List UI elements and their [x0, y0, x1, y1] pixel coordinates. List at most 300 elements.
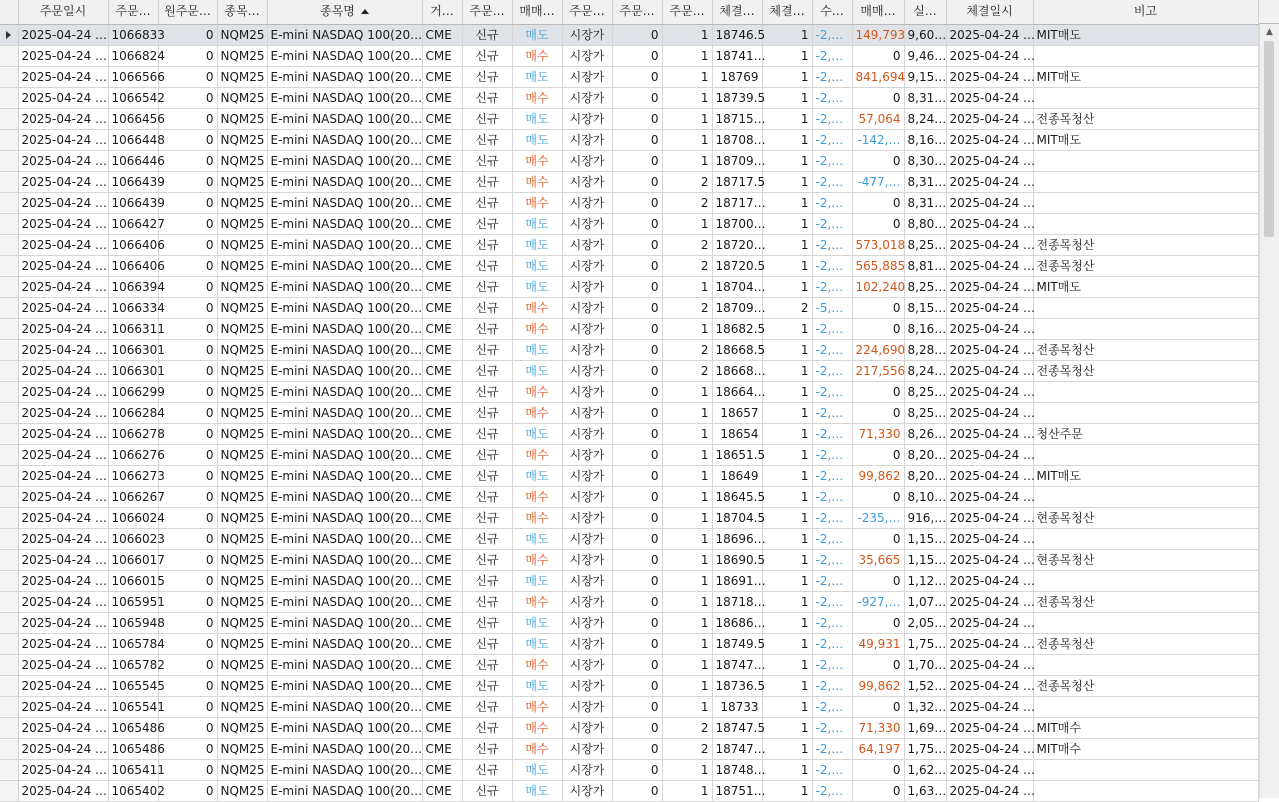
cell-order-type[interactable]: 신규	[462, 213, 512, 234]
cell-fill-price[interactable]: 18700…	[712, 213, 762, 234]
cell-fill-qty[interactable]: 1	[762, 465, 812, 486]
cell-note[interactable]: MIT매도	[1033, 66, 1258, 87]
cell-order-kind[interactable]: 시장가	[562, 591, 612, 612]
cell-symbol-code[interactable]: NQM25	[217, 255, 267, 276]
cell-order-qty-a[interactable]: 0	[612, 234, 662, 255]
cell-order-datetime[interactable]: 2025-04-24 …	[18, 276, 108, 297]
cell-order-qty-b[interactable]: 1	[662, 654, 712, 675]
cell-fill-datetime[interactable]: 2025-04-24 …	[946, 360, 1033, 381]
cell-order-no[interactable]: 1066299	[108, 381, 158, 402]
cell-trade-pl[interactable]: 0	[852, 780, 904, 801]
cell-order-qty-b[interactable]: 1	[662, 66, 712, 87]
cell-fill-datetime[interactable]: 2025-04-24 …	[946, 276, 1033, 297]
cell-order-qty-a[interactable]: 0	[612, 738, 662, 759]
cell-order-kind[interactable]: 시장가	[562, 633, 612, 654]
cell-fee[interactable]: -2,…	[812, 759, 852, 780]
cell-exchange[interactable]: CME	[422, 87, 462, 108]
cell-orig-order-no[interactable]: 0	[158, 612, 217, 633]
cell-note[interactable]: 전종목청산	[1033, 108, 1258, 129]
table-row[interactable]	[0, 444, 1258, 465]
cell-order-qty-b[interactable]: 2	[662, 738, 712, 759]
table-row[interactable]	[0, 213, 1258, 234]
col-header-fill-qty[interactable]	[762, 0, 812, 24]
cell-fill-datetime[interactable]: 2025-04-24 …	[946, 486, 1033, 507]
row-indicator[interactable]	[0, 108, 18, 129]
cell-fill-qty[interactable]: 1	[762, 444, 812, 465]
cell-realized[interactable]: 1,75…	[904, 738, 946, 759]
cell-order-no[interactable]: 1066017	[108, 549, 158, 570]
cell-symbol-name[interactable]: E-mini NASDAQ 100(20…	[267, 192, 422, 213]
table-row[interactable]	[0, 381, 1258, 402]
cell-order-no[interactable]: 1066311	[108, 318, 158, 339]
cell-fill-qty[interactable]: 1	[762, 339, 812, 360]
cell-symbol-code[interactable]: NQM25	[217, 570, 267, 591]
table-row[interactable]	[0, 633, 1258, 654]
table-row[interactable]	[0, 192, 1258, 213]
cell-order-type[interactable]: 신규	[462, 570, 512, 591]
cell-fee[interactable]: -2,…	[812, 381, 852, 402]
cell-fee[interactable]: -2,…	[812, 528, 852, 549]
cell-order-datetime[interactable]: 2025-04-24 …	[18, 255, 108, 276]
cell-order-kind[interactable]: 시장가	[562, 381, 612, 402]
cell-order-datetime[interactable]: 2025-04-24 …	[18, 528, 108, 549]
cell-realized[interactable]: 8,10…	[904, 486, 946, 507]
cell-note[interactable]: 전종목청산	[1033, 360, 1258, 381]
cell-realized[interactable]: 1,62…	[904, 759, 946, 780]
cell-trade-pl[interactable]: 71,330	[852, 423, 904, 444]
cell-order-datetime[interactable]: 2025-04-24 …	[18, 423, 108, 444]
table-row[interactable]	[0, 339, 1258, 360]
cell-trade-side[interactable]: 매수	[512, 444, 562, 465]
cell-note[interactable]: 전종목청산	[1033, 675, 1258, 696]
cell-fill-datetime[interactable]: 2025-04-24 …	[946, 570, 1033, 591]
cell-symbol-name[interactable]: E-mini NASDAQ 100(20…	[267, 696, 422, 717]
cell-order-qty-a[interactable]: 0	[612, 675, 662, 696]
cell-fill-price[interactable]: 18720.5	[712, 255, 762, 276]
cell-fill-qty[interactable]: 1	[762, 360, 812, 381]
cell-orig-order-no[interactable]: 0	[158, 171, 217, 192]
cell-fill-price[interactable]: 18747.5	[712, 717, 762, 738]
table-row[interactable]	[0, 549, 1258, 570]
cell-exchange[interactable]: CME	[422, 444, 462, 465]
cell-fill-qty[interactable]: 1	[762, 717, 812, 738]
table-row[interactable]	[0, 507, 1258, 528]
cell-order-qty-a[interactable]: 0	[612, 66, 662, 87]
cell-order-no[interactable]: 1066278	[108, 423, 158, 444]
cell-note[interactable]: MIT매도	[1033, 465, 1258, 486]
cell-order-qty-a[interactable]: 0	[612, 633, 662, 654]
col-header-order-qty-b[interactable]	[662, 0, 712, 24]
cell-trade-side[interactable]: 매도	[512, 276, 562, 297]
cell-fee[interactable]: -2,…	[812, 717, 852, 738]
col-header-note[interactable]	[1033, 0, 1258, 24]
cell-trade-side[interactable]: 매수	[512, 318, 562, 339]
cell-fill-datetime[interactable]: 2025-04-24 …	[946, 528, 1033, 549]
cell-trade-side[interactable]: 매도	[512, 66, 562, 87]
cell-trade-side[interactable]: 매수	[512, 171, 562, 192]
table-row[interactable]	[0, 675, 1258, 696]
cell-order-type[interactable]: 신규	[462, 549, 512, 570]
cell-order-kind[interactable]: 시장가	[562, 402, 612, 423]
cell-fee[interactable]: -2,…	[812, 171, 852, 192]
col-header-fill-datetime[interactable]	[946, 0, 1033, 24]
cell-order-qty-a[interactable]: 0	[612, 171, 662, 192]
cell-realized[interactable]: 1,07…	[904, 591, 946, 612]
cell-realized[interactable]: 8,31…	[904, 171, 946, 192]
row-indicator[interactable]	[0, 66, 18, 87]
cell-fill-price[interactable]: 18769	[712, 66, 762, 87]
cell-order-type[interactable]: 신규	[462, 402, 512, 423]
cell-symbol-name[interactable]: E-mini NASDAQ 100(20…	[267, 444, 422, 465]
cell-orig-order-no[interactable]: 0	[158, 297, 217, 318]
cell-order-qty-b[interactable]: 2	[662, 339, 712, 360]
cell-fill-price[interactable]: 18741…	[712, 45, 762, 66]
cell-order-qty-b[interactable]: 1	[662, 276, 712, 297]
cell-fee[interactable]: -2,…	[812, 570, 852, 591]
cell-trade-pl[interactable]: 0	[852, 318, 904, 339]
cell-fill-price[interactable]: 18657	[712, 402, 762, 423]
row-indicator[interactable]	[0, 591, 18, 612]
table-row[interactable]	[0, 591, 1258, 612]
cell-order-datetime[interactable]: 2025-04-24 …	[18, 654, 108, 675]
cell-symbol-name[interactable]: E-mini NASDAQ 100(20…	[267, 549, 422, 570]
cell-order-datetime[interactable]: 2025-04-24 …	[18, 24, 108, 45]
cell-note[interactable]	[1033, 192, 1258, 213]
cell-note[interactable]	[1033, 444, 1258, 465]
cell-fill-qty[interactable]: 1	[762, 213, 812, 234]
cell-symbol-code[interactable]: NQM25	[217, 213, 267, 234]
cell-orig-order-no[interactable]: 0	[158, 549, 217, 570]
cell-fill-price[interactable]: 18718…	[712, 591, 762, 612]
row-indicator[interactable]	[0, 465, 18, 486]
cell-fill-qty[interactable]: 1	[762, 759, 812, 780]
cell-orig-order-no[interactable]: 0	[158, 255, 217, 276]
cell-trade-pl[interactable]: 0	[852, 444, 904, 465]
cell-order-kind[interactable]: 시장가	[562, 738, 612, 759]
cell-fill-qty[interactable]: 1	[762, 255, 812, 276]
cell-fill-datetime[interactable]: 2025-04-24 …	[946, 129, 1033, 150]
cell-order-type[interactable]: 신규	[462, 318, 512, 339]
cell-trade-pl[interactable]: 149,793	[852, 24, 904, 45]
cell-order-type[interactable]: 신규	[462, 360, 512, 381]
cell-symbol-name[interactable]: E-mini NASDAQ 100(20…	[267, 759, 422, 780]
cell-order-no[interactable]: 1066394	[108, 276, 158, 297]
cell-fee[interactable]: -2,…	[812, 150, 852, 171]
cell-order-kind[interactable]: 시장가	[562, 108, 612, 129]
cell-order-qty-a[interactable]: 0	[612, 528, 662, 549]
cell-fee[interactable]: -2,…	[812, 696, 852, 717]
cell-realized[interactable]: 8,25…	[904, 276, 946, 297]
cell-realized[interactable]: 1,52…	[904, 675, 946, 696]
table-row[interactable]	[0, 717, 1258, 738]
cell-fill-price[interactable]: 18709…	[712, 150, 762, 171]
cell-order-qty-b[interactable]: 1	[662, 507, 712, 528]
cell-fill-datetime[interactable]: 2025-04-24 …	[946, 738, 1033, 759]
cell-order-no[interactable]: 1066015	[108, 570, 158, 591]
cell-trade-side[interactable]: 매도	[512, 759, 562, 780]
cell-order-qty-b[interactable]: 2	[662, 171, 712, 192]
cell-order-qty-b[interactable]: 1	[662, 87, 712, 108]
cell-symbol-code[interactable]: NQM25	[217, 738, 267, 759]
cell-fill-qty[interactable]: 1	[762, 24, 812, 45]
cell-fill-qty[interactable]: 1	[762, 486, 812, 507]
cell-order-qty-b[interactable]: 1	[662, 45, 712, 66]
col-header-realized[interactable]	[904, 0, 946, 24]
cell-trade-pl[interactable]: 64,197	[852, 738, 904, 759]
cell-order-no[interactable]: 1066833	[108, 24, 158, 45]
cell-order-datetime[interactable]: 2025-04-24 …	[18, 696, 108, 717]
cell-order-no[interactable]: 1065784	[108, 633, 158, 654]
cell-symbol-code[interactable]: NQM25	[217, 339, 267, 360]
row-indicator[interactable]	[0, 192, 18, 213]
cell-fill-datetime[interactable]: 2025-04-24 …	[946, 507, 1033, 528]
cell-order-qty-b[interactable]: 1	[662, 528, 712, 549]
cell-order-no[interactable]: 1066024	[108, 507, 158, 528]
cell-note[interactable]: 전종목청산	[1033, 255, 1258, 276]
cell-orig-order-no[interactable]: 0	[158, 654, 217, 675]
cell-exchange[interactable]: CME	[422, 45, 462, 66]
cell-fill-qty[interactable]: 1	[762, 570, 812, 591]
cell-order-qty-a[interactable]: 0	[612, 423, 662, 444]
cell-exchange[interactable]: CME	[422, 654, 462, 675]
cell-trade-side[interactable]: 매수	[512, 738, 562, 759]
cell-orig-order-no[interactable]: 0	[158, 444, 217, 465]
col-header-order-qty-a[interactable]	[612, 0, 662, 24]
table-row[interactable]	[0, 465, 1258, 486]
cell-order-datetime[interactable]: 2025-04-24 …	[18, 570, 108, 591]
cell-fill-price[interactable]: 18682.5	[712, 318, 762, 339]
table-row[interactable]	[0, 780, 1258, 801]
cell-fill-qty[interactable]: 1	[762, 150, 812, 171]
col-header-symbol-name[interactable]	[267, 0, 422, 24]
cell-exchange[interactable]: CME	[422, 402, 462, 423]
cell-trade-pl[interactable]: 573,018	[852, 234, 904, 255]
cell-order-type[interactable]: 신규	[462, 87, 512, 108]
cell-fill-price[interactable]: 18751…	[712, 780, 762, 801]
cell-symbol-name[interactable]: E-mini NASDAQ 100(20…	[267, 780, 422, 801]
cell-order-no[interactable]: 1065486	[108, 738, 158, 759]
cell-symbol-code[interactable]: NQM25	[217, 507, 267, 528]
row-indicator[interactable]	[0, 549, 18, 570]
cell-fee[interactable]: -2,…	[812, 192, 852, 213]
cell-order-datetime[interactable]: 2025-04-24 …	[18, 738, 108, 759]
cell-note[interactable]	[1033, 45, 1258, 66]
cell-symbol-code[interactable]: NQM25	[217, 318, 267, 339]
cell-order-type[interactable]: 신규	[462, 486, 512, 507]
col-header-order-type[interactable]	[462, 0, 512, 24]
table-row[interactable]	[0, 402, 1258, 423]
cell-realized[interactable]: 9,15…	[904, 66, 946, 87]
col-header-fee[interactable]	[812, 0, 852, 24]
col-header-order-datetime[interactable]	[18, 0, 108, 24]
cell-fee[interactable]: -2,…	[812, 213, 852, 234]
cell-symbol-name[interactable]: E-mini NASDAQ 100(20…	[267, 633, 422, 654]
cell-trade-pl[interactable]: -142,…	[852, 129, 904, 150]
cell-order-kind[interactable]: 시장가	[562, 276, 612, 297]
cell-fee[interactable]: -2,…	[812, 591, 852, 612]
cell-fee[interactable]: -2,…	[812, 465, 852, 486]
cell-orig-order-no[interactable]: 0	[158, 780, 217, 801]
row-indicator[interactable]	[0, 507, 18, 528]
cell-fill-datetime[interactable]: 2025-04-24 …	[946, 66, 1033, 87]
cell-fee[interactable]: -2,…	[812, 423, 852, 444]
cell-trade-side[interactable]: 매수	[512, 507, 562, 528]
cell-trade-pl[interactable]: 0	[852, 192, 904, 213]
row-indicator[interactable]	[0, 570, 18, 591]
cell-fill-price[interactable]: 18668…	[712, 360, 762, 381]
cell-fill-datetime[interactable]: 2025-04-24 …	[946, 675, 1033, 696]
cell-orig-order-no[interactable]: 0	[158, 570, 217, 591]
cell-exchange[interactable]: CME	[422, 381, 462, 402]
row-indicator[interactable]	[0, 276, 18, 297]
cell-order-no[interactable]: 1066427	[108, 213, 158, 234]
cell-realized[interactable]: 8,16…	[904, 318, 946, 339]
cell-note[interactable]	[1033, 150, 1258, 171]
cell-trade-side[interactable]: 매수	[512, 654, 562, 675]
cell-fee[interactable]: -5,…	[812, 297, 852, 318]
cell-exchange[interactable]: CME	[422, 360, 462, 381]
cell-order-type[interactable]: 신규	[462, 339, 512, 360]
cell-note[interactable]: 청산주문	[1033, 423, 1258, 444]
table-row[interactable]	[0, 45, 1258, 66]
cell-fee[interactable]: -2,…	[812, 108, 852, 129]
cell-symbol-code[interactable]: NQM25	[217, 591, 267, 612]
cell-fill-datetime[interactable]: 2025-04-24 …	[946, 150, 1033, 171]
cell-order-no[interactable]: 1066273	[108, 465, 158, 486]
cell-fill-price[interactable]: 18739.5	[712, 87, 762, 108]
cell-symbol-name[interactable]: E-mini NASDAQ 100(20…	[267, 591, 422, 612]
cell-fill-price[interactable]: 18747…	[712, 738, 762, 759]
cell-trade-pl[interactable]: -927,…	[852, 591, 904, 612]
cell-trade-pl[interactable]: 0	[852, 297, 904, 318]
cell-order-type[interactable]: 신규	[462, 192, 512, 213]
row-indicator[interactable]	[0, 234, 18, 255]
cell-orig-order-no[interactable]: 0	[158, 507, 217, 528]
col-header-fill-price[interactable]	[712, 0, 762, 24]
cell-fill-qty[interactable]: 1	[762, 423, 812, 444]
cell-order-qty-a[interactable]: 0	[612, 717, 662, 738]
cell-fill-qty[interactable]: 1	[762, 87, 812, 108]
cell-fee[interactable]: -2,…	[812, 318, 852, 339]
cell-order-qty-b[interactable]: 1	[662, 381, 712, 402]
cell-order-datetime[interactable]: 2025-04-24 …	[18, 549, 108, 570]
cell-order-datetime[interactable]: 2025-04-24 …	[18, 444, 108, 465]
cell-trade-side[interactable]: 매수	[512, 381, 562, 402]
cell-order-type[interactable]: 신규	[462, 780, 512, 801]
table-row[interactable]	[0, 318, 1258, 339]
scroll-up-icon[interactable]: ▲	[1266, 27, 1273, 37]
cell-order-no[interactable]: 1066446	[108, 150, 158, 171]
cell-order-datetime[interactable]: 2025-04-24 …	[18, 192, 108, 213]
cell-exchange[interactable]: CME	[422, 738, 462, 759]
cell-fill-qty[interactable]: 1	[762, 66, 812, 87]
cell-order-type[interactable]: 신규	[462, 24, 512, 45]
cell-fee[interactable]: -2,…	[812, 444, 852, 465]
cell-trade-pl[interactable]: 0	[852, 570, 904, 591]
cell-symbol-code[interactable]: NQM25	[217, 381, 267, 402]
cell-symbol-name[interactable]: E-mini NASDAQ 100(20…	[267, 234, 422, 255]
cell-symbol-code[interactable]: NQM25	[217, 549, 267, 570]
cell-realized[interactable]: 8,25…	[904, 402, 946, 423]
cell-order-qty-a[interactable]: 0	[612, 549, 662, 570]
cell-order-no[interactable]: 1066542	[108, 87, 158, 108]
cell-order-no[interactable]: 1065782	[108, 654, 158, 675]
cell-fill-price[interactable]: 18651.5	[712, 444, 762, 465]
cell-order-datetime[interactable]: 2025-04-24 …	[18, 402, 108, 423]
cell-symbol-name[interactable]: E-mini NASDAQ 100(20…	[267, 150, 422, 171]
cell-order-kind[interactable]: 시장가	[562, 423, 612, 444]
cell-fill-datetime[interactable]: 2025-04-24 …	[946, 213, 1033, 234]
cell-order-kind[interactable]: 시장가	[562, 45, 612, 66]
table-row[interactable]	[0, 276, 1258, 297]
cell-trade-pl[interactable]: 0	[852, 150, 904, 171]
cell-orig-order-no[interactable]: 0	[158, 633, 217, 654]
row-indicator[interactable]	[0, 129, 18, 150]
table-row[interactable]	[0, 87, 1258, 108]
cell-realized[interactable]: 8,16…	[904, 129, 946, 150]
col-header-order-kind[interactable]	[562, 0, 612, 24]
cell-order-qty-b[interactable]: 2	[662, 717, 712, 738]
row-indicator[interactable]	[0, 339, 18, 360]
cell-trade-side[interactable]: 매도	[512, 24, 562, 45]
cell-fill-datetime[interactable]: 2025-04-24 …	[946, 318, 1033, 339]
cell-order-kind[interactable]: 시장가	[562, 129, 612, 150]
cell-order-no[interactable]: 1066439	[108, 171, 158, 192]
cell-fill-datetime[interactable]: 2025-04-24 …	[946, 696, 1033, 717]
cell-fill-price[interactable]: 18747…	[712, 654, 762, 675]
cell-symbol-name[interactable]: E-mini NASDAQ 100(20…	[267, 87, 422, 108]
cell-fill-qty[interactable]: 1	[762, 549, 812, 570]
table-row[interactable]	[0, 759, 1258, 780]
sort-ascending-icon[interactable]	[361, 9, 369, 14]
cell-trade-side[interactable]: 매수	[512, 549, 562, 570]
cell-fill-qty[interactable]: 1	[762, 45, 812, 66]
cell-order-kind[interactable]: 시장가	[562, 360, 612, 381]
scroll-thumb[interactable]	[1264, 41, 1274, 237]
cell-fill-qty[interactable]: 1	[762, 591, 812, 612]
cell-orig-order-no[interactable]: 0	[158, 591, 217, 612]
cell-symbol-code[interactable]: NQM25	[217, 171, 267, 192]
cell-order-qty-b[interactable]: 1	[662, 24, 712, 45]
cell-order-type[interactable]: 신규	[462, 297, 512, 318]
cell-orig-order-no[interactable]: 0	[158, 486, 217, 507]
cell-fill-datetime[interactable]: 2025-04-24 …	[946, 402, 1033, 423]
cell-order-type[interactable]: 신규	[462, 234, 512, 255]
cell-fill-datetime[interactable]: 2025-04-24 …	[946, 192, 1033, 213]
cell-order-datetime[interactable]: 2025-04-24 …	[18, 171, 108, 192]
cell-exchange[interactable]: CME	[422, 486, 462, 507]
cell-fee[interactable]: -2,…	[812, 87, 852, 108]
cell-realized[interactable]: 8,30…	[904, 150, 946, 171]
cell-order-kind[interactable]: 시장가	[562, 87, 612, 108]
cell-note[interactable]	[1033, 570, 1258, 591]
cell-order-qty-a[interactable]: 0	[612, 444, 662, 465]
cell-symbol-name[interactable]: E-mini NASDAQ 100(20…	[267, 423, 422, 444]
cell-trade-pl[interactable]: 0	[852, 213, 904, 234]
table-row[interactable]	[0, 129, 1258, 150]
cell-order-type[interactable]: 신규	[462, 129, 512, 150]
cell-symbol-code[interactable]: NQM25	[217, 486, 267, 507]
cell-trade-pl[interactable]: 0	[852, 612, 904, 633]
cell-symbol-code[interactable]: NQM25	[217, 66, 267, 87]
cell-order-qty-b[interactable]: 1	[662, 108, 712, 129]
cell-fill-qty[interactable]: 1	[762, 234, 812, 255]
cell-order-datetime[interactable]: 2025-04-24 …	[18, 297, 108, 318]
row-indicator[interactable]	[0, 150, 18, 171]
cell-symbol-name[interactable]: E-mini NASDAQ 100(20…	[267, 486, 422, 507]
cell-order-qty-b[interactable]: 1	[662, 465, 712, 486]
cell-fill-datetime[interactable]: 2025-04-24 …	[946, 654, 1033, 675]
